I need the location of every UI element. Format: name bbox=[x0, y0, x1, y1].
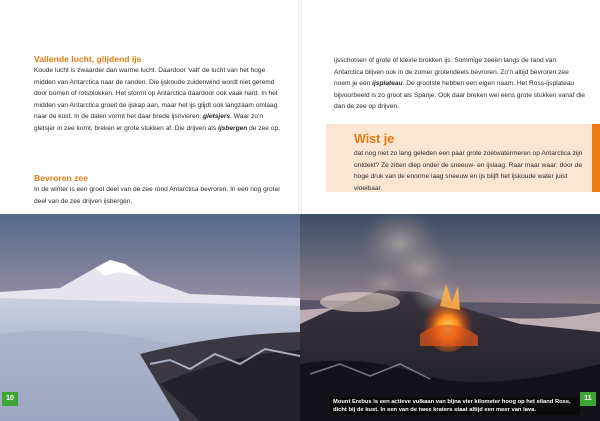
wist-je-accent-bar bbox=[592, 124, 600, 192]
paragraph-text: Koude lucht is zwaarder dan warme lucht. Daardoor 'valt' de lucht van het hoge midden van Antarctica naar de randen. Die ijskoude zuidenwind wordt niet geremd door bomen of rotsblokken. Het stormt op Antarctica daardoor ook vaak hard. In het midden van Antarctica groeit de ijskap aan, maar het ijs glijdt ook langzaam omlaag naar de kust. In de dalen vormt het daar brede ijsrivieren: bbox=[34, 67, 278, 121]
paragraph-ijsplateau bbox=[334, 55, 586, 113]
term-ijsbergen: ijsbergen bbox=[217, 124, 248, 132]
photo-caption: Mount Erebus is een actieve vulkaan van bijna vier kilometer hoog op het eiland Ross, dicht bij de kust. In een van de twee kraters staat altijd een meer van lava. bbox=[330, 397, 580, 415]
paragraph-text: . De grootste hebben een eigen naam. Het Ross-ijsplateau bijvoorbeeld is zo groot als Spanje. Ook daar breken wel eens grote stukken vanaf die dan de zee op drijven. bbox=[334, 80, 586, 111]
paragraph-vallende-lucht bbox=[34, 65, 282, 135]
section-heading-vallende-lucht: Vallende lucht, glijdend ijs bbox=[34, 54, 142, 64]
paragraph-text: de zee op. bbox=[247, 124, 280, 132]
term-gletsjers: gletsjers bbox=[202, 113, 231, 121]
wist-je-text: dat nog niet zo lang geleden een paar grote zoetwatermeren op Antarctica zijn ontdekt? Ze zitten diep onder de sneeuw- en ijslaag. Raar maar waar: door de hoge druk van de enorme laag sneeuw en ijs blijft het ijskoude water juist vloeibaar. bbox=[354, 150, 583, 192]
paragraph-bevroren-zee: In de winter is een groot deel van de zee rond Antarctica bevroren. In een nog groter deel van de zee drijven ijsbergen, bbox=[34, 186, 281, 205]
section-heading-bevroren-zee: Bevroren zee bbox=[34, 173, 88, 183]
term-ijsplateau: ijsplateau bbox=[372, 80, 403, 88]
wist-je-title: Wist je bbox=[354, 132, 395, 146]
antarctica-volcano-photo bbox=[0, 214, 600, 421]
paragraph-text: ijsschotsen of grote of kleine brokken ijs. Sommige zeeën langs de rand van Antarctica blijven ook in de zomer grotendeels bevroren. Zo'n altijd bevroren zee noem je een bbox=[334, 57, 569, 88]
paragraph-text: . Waar zo'n gletsjer in zee komt, breken er grote stukken af. Die drijven als bbox=[34, 113, 263, 132]
page-number-right: 11 bbox=[580, 392, 596, 406]
page-gutter bbox=[298, 0, 302, 214]
landscape-illustration bbox=[0, 214, 600, 421]
page-number-left: 10 bbox=[2, 392, 18, 406]
